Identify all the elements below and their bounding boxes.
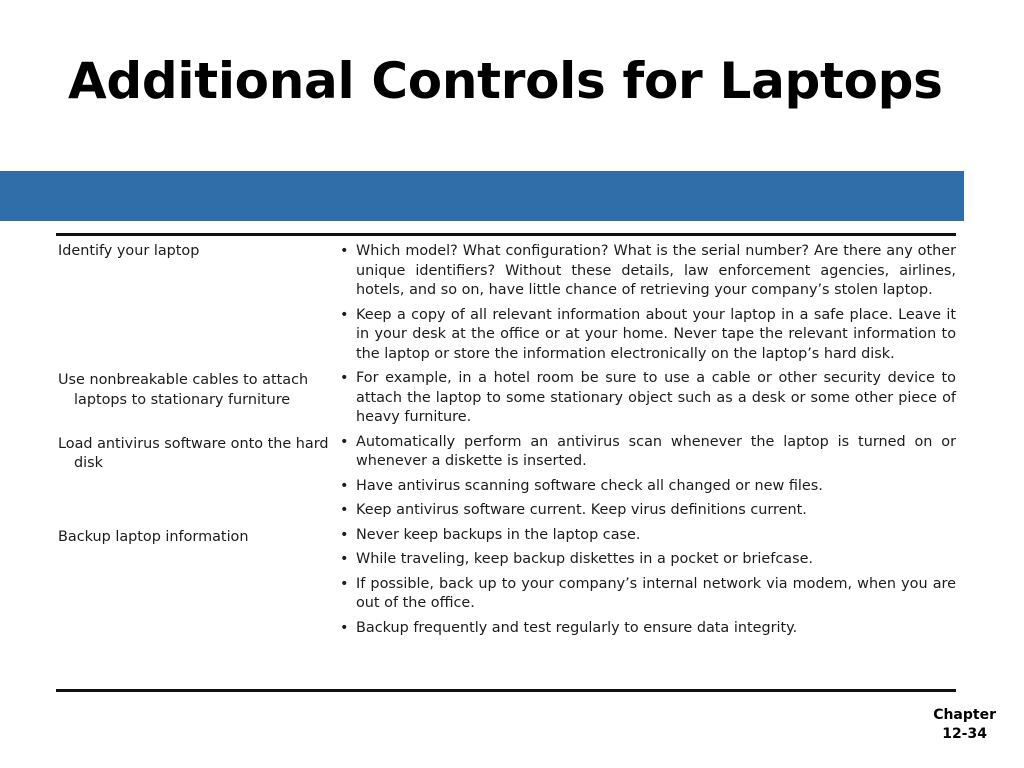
bullet-item: [338, 477, 956, 497]
bullet-item: [338, 306, 956, 365]
row-points: [338, 526, 956, 644]
bullet-icon: •: [340, 526, 349, 543]
table-row: [56, 369, 956, 433]
row-label: Load antivirus software onto the hard disk: [58, 435, 329, 471]
bullet-item: [338, 526, 956, 546]
bullet-icon: •: [340, 502, 349, 518]
row-points: [338, 433, 956, 526]
bullet-icon: •: [340, 477, 349, 494]
slide-title: Additional Controls for Laptops: [68, 52, 943, 110]
chapter-label: Chapter: [933, 707, 996, 723]
bullet-item: [338, 575, 956, 614]
page-number: 12-34: [942, 726, 987, 742]
table-bottom-rule: [56, 689, 956, 692]
bullet-text: While traveling, keep backup diskettes in a pocket or briefcase.: [356, 551, 814, 567]
bullet-icon: •: [340, 619, 349, 636]
table-row: [56, 526, 956, 644]
bullet-text: Have antivirus scanning software check all changed or new files.: [356, 477, 823, 494]
table-top-rule: [56, 233, 956, 236]
bullet-text: For example, in a hotel room be sure to use a cable or other security device to attach the laptop to some stationary object such as a desk or some other piece of heavy furniture.: [356, 370, 956, 425]
bullet-item: [338, 501, 956, 521]
chapter-page-label: [933, 706, 996, 744]
table-row: [56, 240, 956, 369]
table-row: [56, 433, 956, 526]
bullet-item: [338, 369, 956, 428]
row-points: [338, 369, 956, 433]
bullet-icon: •: [340, 370, 349, 386]
bullet-text: Which model? What configuration? What is the serial number? Are there any other unique identifiers? Without these details, law enforcement agencies, airlines, hotels, and so on, have little chance of retrieving your company’s stolen laptop.: [356, 243, 956, 298]
bullet-text: Backup frequently and test regularly to ensure data integrity.: [356, 619, 798, 636]
bullet-item: [338, 433, 956, 472]
bullet-item: [338, 240, 956, 301]
bullet-text: Automatically perform an antivirus scan whenever the laptop is turned on or whenever a diskette is inserted.: [356, 433, 956, 469]
bullet-text: Never keep backups in the laptop case.: [356, 526, 641, 543]
bullet-item: [338, 550, 956, 570]
bullet-text: Keep a copy of all relevant information about your laptop in a safe place. Leave it in your desk at the office or at your home. Never tape the relevant information to the laptop or store the information electronically on the laptop’s hard disk.: [356, 306, 956, 362]
bullet-icon: •: [340, 575, 349, 592]
bullet-text: If possible, back up to your company’s internal network via modem, when you are out of the office.: [356, 575, 956, 611]
row-points: [338, 240, 956, 369]
controls-table: [56, 240, 956, 643]
bullet-icon: •: [340, 306, 349, 323]
bullet-icon: •: [340, 551, 349, 567]
header-band: [0, 171, 964, 221]
row-label: Backup laptop information: [58, 528, 249, 545]
row-label: Identify your laptop: [58, 243, 200, 259]
bullet-item: [338, 619, 956, 639]
bullet-icon: •: [340, 433, 349, 450]
row-label: Use nonbreakable cables to attach laptops to stationary furniture: [58, 372, 309, 408]
bullet-icon: •: [340, 243, 349, 259]
bullet-text: Keep antivirus software current. Keep virus definitions current.: [356, 502, 807, 518]
